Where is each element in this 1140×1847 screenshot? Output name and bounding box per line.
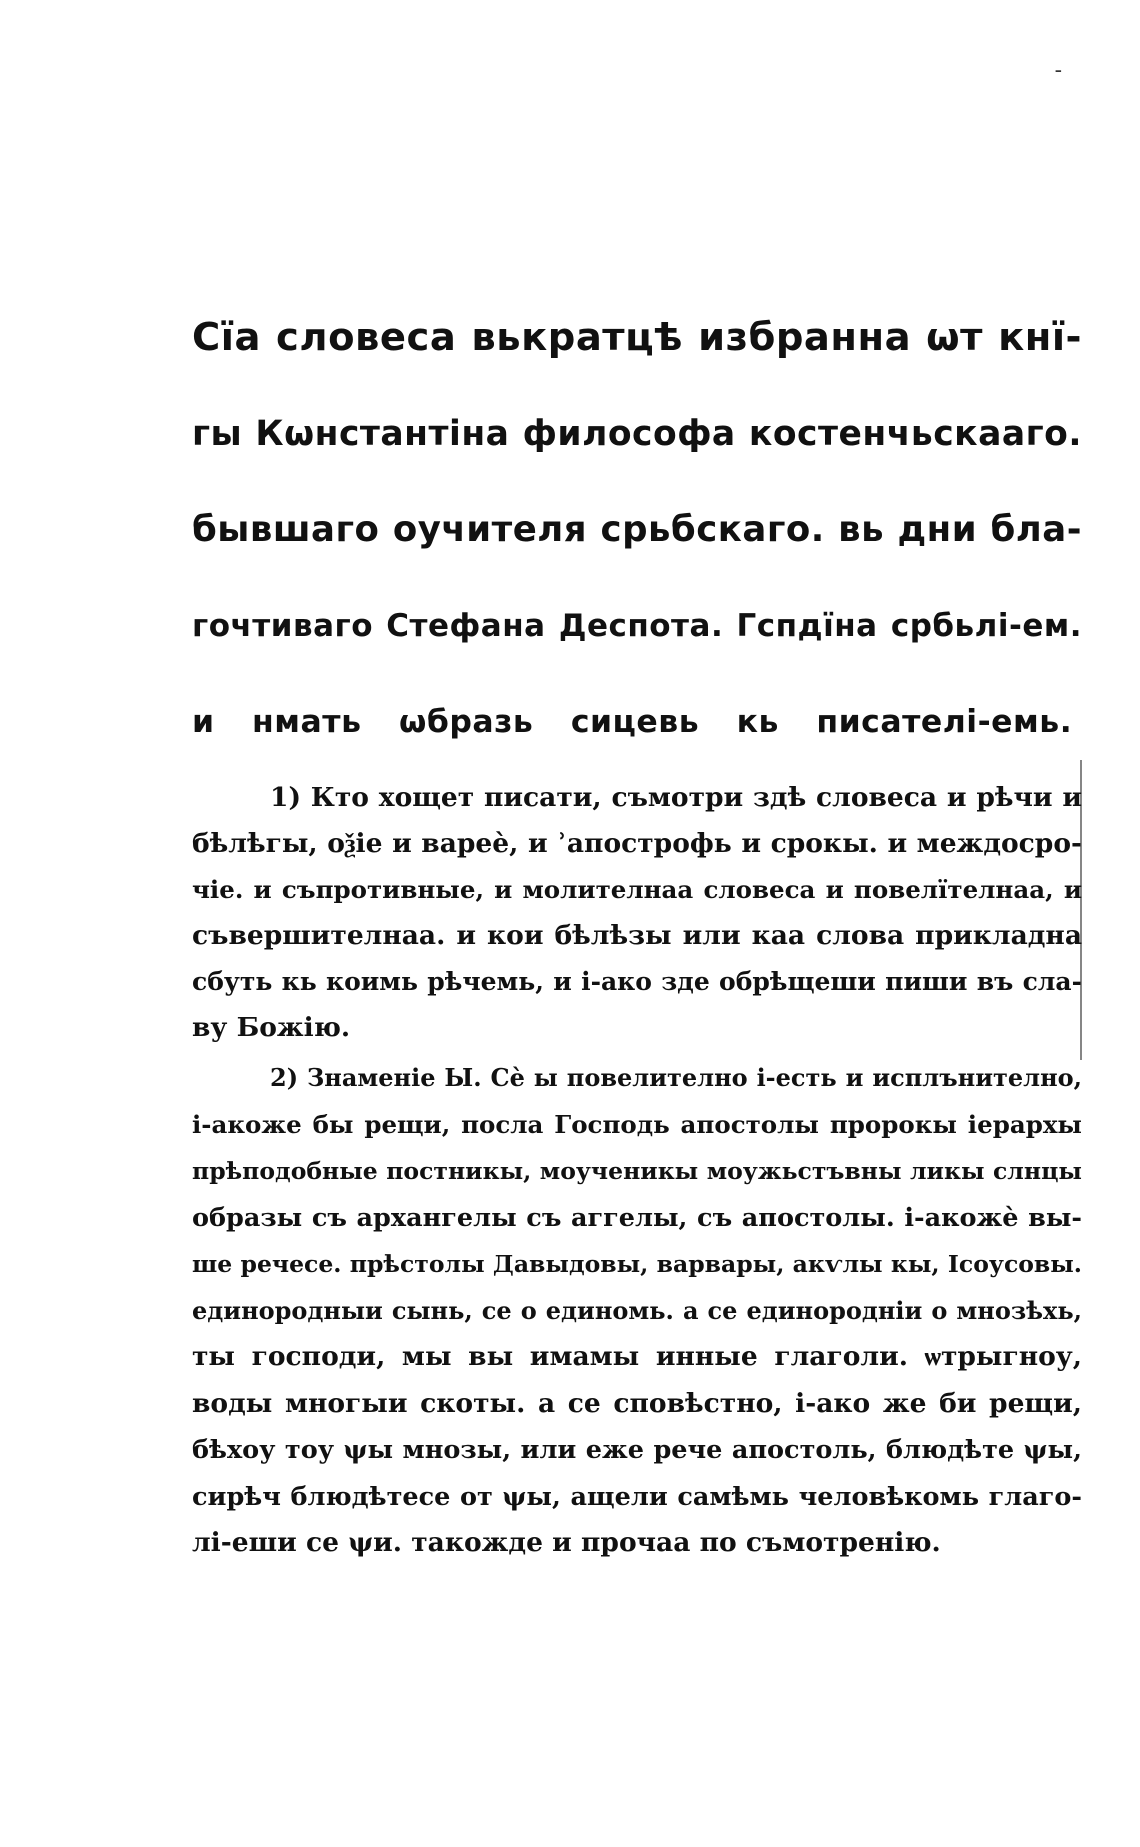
text-line: образы съ архангелы съ аггелы, съ апостолы. і-акожѐ вы- xyxy=(192,1202,1082,1233)
text-line: лі-еши се ψи. такожде и прочаа по съмотренію. xyxy=(192,1527,941,1558)
text-line: сирѣч блюдѣтесе от ψы, ащели самѣмь человѣкомь глаго- xyxy=(192,1481,1082,1512)
title-line: и нмать ѡбразь сицевь кь писателі-емь. xyxy=(192,704,1073,740)
text-line: ше речесе. прѣстолы Давыдовы, варвары, акѵлы кы, Ісоусовы. xyxy=(192,1250,1082,1278)
paragraph-1 xyxy=(192,775,1082,1051)
title-line: гы Кѡнстантіна философа костенчьскааго. xyxy=(192,414,1082,454)
text-line: прѣподобные постникы, моученикы моужьстъвны ликы слнцы xyxy=(192,1157,1082,1185)
title-line: бывшаго оучителя срьбскаго. вь дни бла- xyxy=(192,509,1082,550)
text-line: сбуть кь коимь рѣчемь, и і-ако зде обрѣщеши пиши въ сла- xyxy=(192,967,1082,996)
text-line: бѣхоу тоу ψы мнозы, или еже рече апостоль, блюдѣте ψы, xyxy=(192,1435,1082,1465)
text-line: 2) Знаменіе Ы. Сѐ ы повелително і-есть и исплънително, xyxy=(270,1063,1082,1092)
text-line: бѣлѣгы, оѯіе и вареѐ, и ʾапострофь и срокы. и междосро- xyxy=(192,828,1082,859)
text-line: ву Божію. xyxy=(192,1012,351,1043)
text-line: единородныи сынь, се о единомь. а се единородніи о мнозѣхь, xyxy=(192,1295,1082,1325)
text-line: съвершителнаа. и кои бѣлѣзы или каа слова прикладна xyxy=(192,920,1082,951)
page-edge-mark: - xyxy=(1054,58,1062,83)
body-text xyxy=(192,775,1082,1567)
title-line: Сїа словеса вькратцѣ избранна ѡт кнї- xyxy=(192,315,1082,360)
title-line: гочтиваго Стефана Деспота. Гспдїна србьлі-ем. xyxy=(192,608,1082,644)
paragraph-2 xyxy=(192,1055,1082,1567)
text-line: воды многыи скоты. а се сповѣстно, і-ако же би рещи, xyxy=(192,1387,1082,1419)
title-block xyxy=(192,290,1082,770)
text-line: 1) Кто хощет писати, съмотри здѣ словеса и рѣчи и xyxy=(270,782,1082,813)
text-line: ты господи, мы вы имамы инные глаголи. ѡтрыгноу, xyxy=(192,1341,1082,1372)
text-line: і-акоже бы рещи, посла Господь апостолы пророкы іерархы xyxy=(192,1109,1082,1139)
text-line: чіе. и съпротивные, и молителнаа словеса и повелїтелнаа, и xyxy=(192,875,1082,904)
